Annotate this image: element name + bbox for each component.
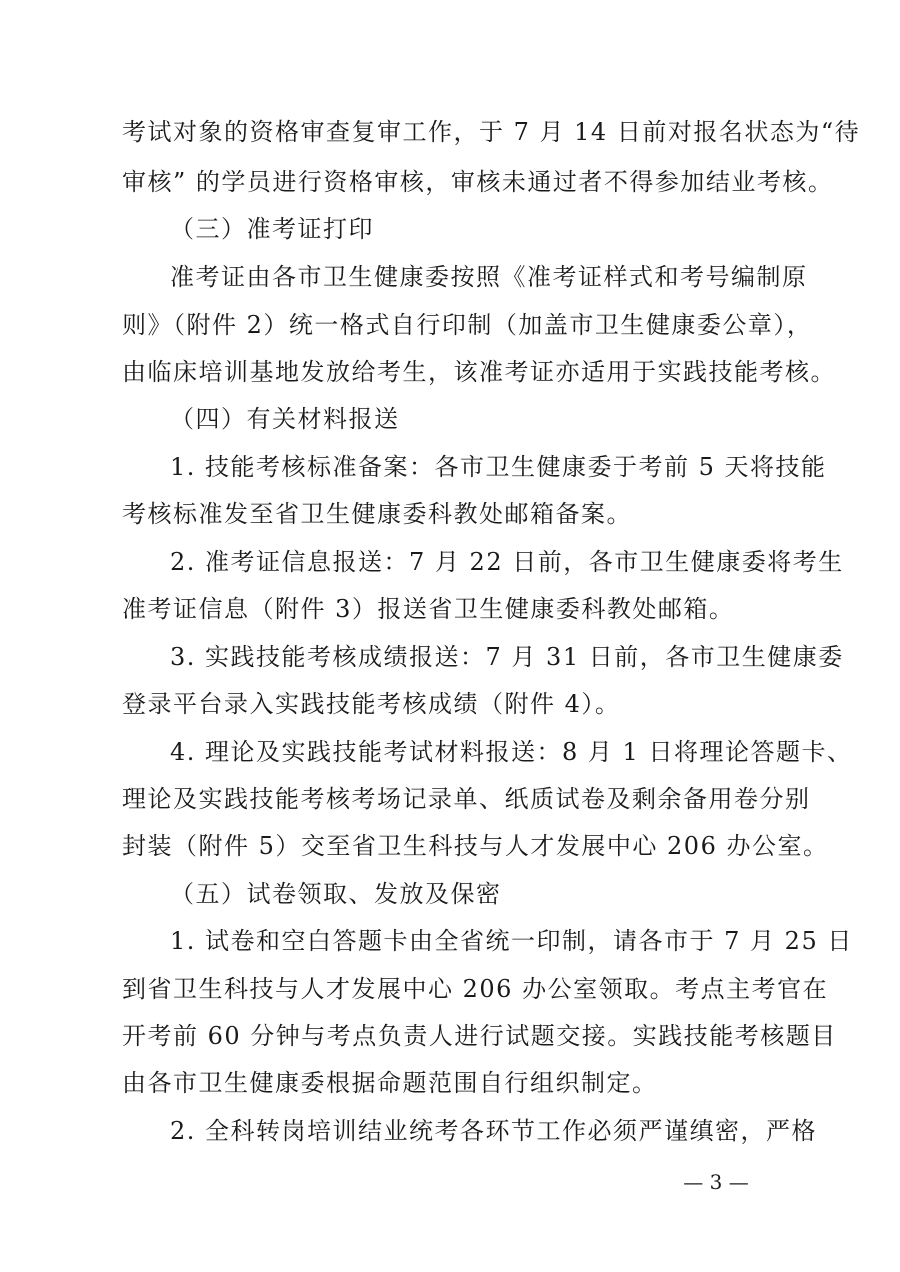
text-line: 2. 准考证信息报送：7 月 22 日前，各市卫生健康委将考生 [170,548,844,576]
text-line: 考试对象的资格审查复审工作，于 7 月 14 日前对报名状态为“待 [122,118,861,146]
text-line: 则》（附件 2）统一格式自行印制（加盖市卫生健康委公章）， [122,311,813,339]
text-line: 2. 全科转岗培训结业统考各环节工作必须严谨缜密，严格 [170,1117,818,1145]
section-heading: （五）试卷领取、发放及保密 [170,880,502,908]
text-line: 1. 技能考核标准备案：各市卫生健康委于考前 5 天将技能 [170,453,827,481]
text-line: 开考前 60 分钟与考点负责人进行试题交接。实践技能考核题目 [122,1022,837,1050]
text-line: 封装（附件 5）交至省卫生科技与人才发展中心 206 办公室。 [122,832,829,860]
text-line: 准考证由各市卫生健康委按照《准考证样式和考号编制原 [170,263,808,291]
page-number: — 3 — [683,1170,749,1194]
text-line: 4. 理论及实践技能考试材料报送：8 月 1 日将理论答题卡、 [170,738,853,766]
text-line: 考核标准发至省卫生健康委科教处邮箱备案。 [122,500,632,528]
text-line: 审核” 的学员进行资格审核，审核未通过者不得参加结业考核。 [122,168,834,196]
section-heading: （四）有关材料报送 [170,405,400,433]
text-line: 由各市卫生健康委根据命题范围自行组织制定。 [122,1069,658,1097]
text-line: 由临床培训基地发放给考生，该准考证亦适用于实践技能考核。 [122,358,836,386]
text-line: 3. 实践技能考核成绩报送：7 月 31 日前，各市卫生健康委 [170,643,844,671]
text-line: 1. 试卷和空白答题卡由全省统一印制，请各市于 7 月 25 日 [170,927,853,955]
text-line: 理论及实践技能考核考场记录单、纸质试卷及剩余备用卷分别 [122,785,811,813]
text-line: 准考证信息（附件 3）报送省卫生健康委科教处邮箱。 [122,595,735,623]
text-line: 到省卫生科技与人才发展中心 206 办公室领取。考点主考官在 [122,975,829,1003]
text-line: 登录平台录入实践技能考核成绩（附件 4）。 [122,690,621,718]
section-heading: （三）准考证打印 [170,215,374,243]
